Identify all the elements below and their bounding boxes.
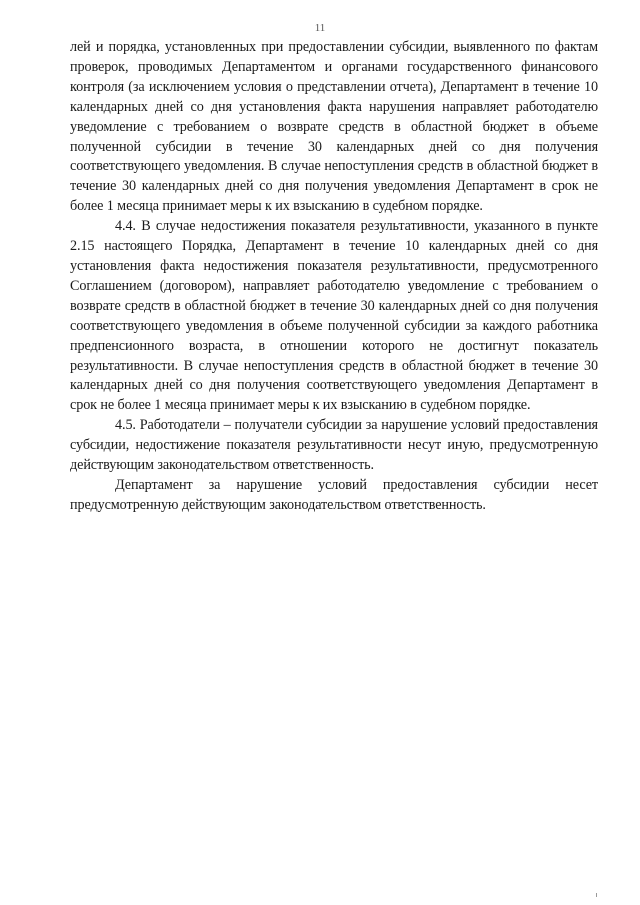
paragraph-4-5: 4.5. Работодатели – получатели субсидии за нарушение условий предоставления субсидии, недостижение показателя результативности несут иную, предусмотренную действующим законодательством ответственность. <box>70 417 598 474</box>
paragraph-department-liability: Департамент за нарушение условий предоставления субсидии несет предусмотренную действующим законодательством ответственность. <box>70 476 598 513</box>
document-body <box>70 38 598 516</box>
scan-speck <box>596 893 597 897</box>
page-number: 11 <box>314 22 326 34</box>
paragraph-continuation: лей и порядка, установленных при предоставлении субсидии, выявленного по фактам проверок, проводимых Департаментом и органами государственного финансового контроля (за исключением условия о представлении отчета), Департамент в течение 10 календарных дней со дня установления факта нарушения направляет работодателю уведомление с требованием о возврате средств в областной бюджет в объеме полученной субсидии в течение 30 календарных дней со дня получения соответствующего уведомления. В случае непоступления средств в областной бюджет в течение 30 календарных дней со дня получения уведомления Департамент в срок не более 1 месяца принимает меры к их взысканию в судебном порядке. <box>70 39 598 215</box>
paragraph-4-4: 4.4. В случае недостижения показателя результативности, указанного в пункте 2.15 настоящего Порядка, Департамент в течение 10 календарных дней со дня установления факта недостижения показателя результативности, предусмотренного Соглашением (договором), направляет работодателю уведомление с требованием о возврате средств в областной бюджет в течение 30 календарных дней со дня получения соответствующего уведомления в объеме полученной субсидии за каждого работника предпенсионного возраста, в отношении которого не достигнут показатель результативности. В случае непоступления средств в областной бюджет в течение 30 календарных дней со дня получения соответствующего уведомления Департамент в срок не более 1 месяца принимает меры к их взысканию в судебном порядке. <box>70 218 598 414</box>
